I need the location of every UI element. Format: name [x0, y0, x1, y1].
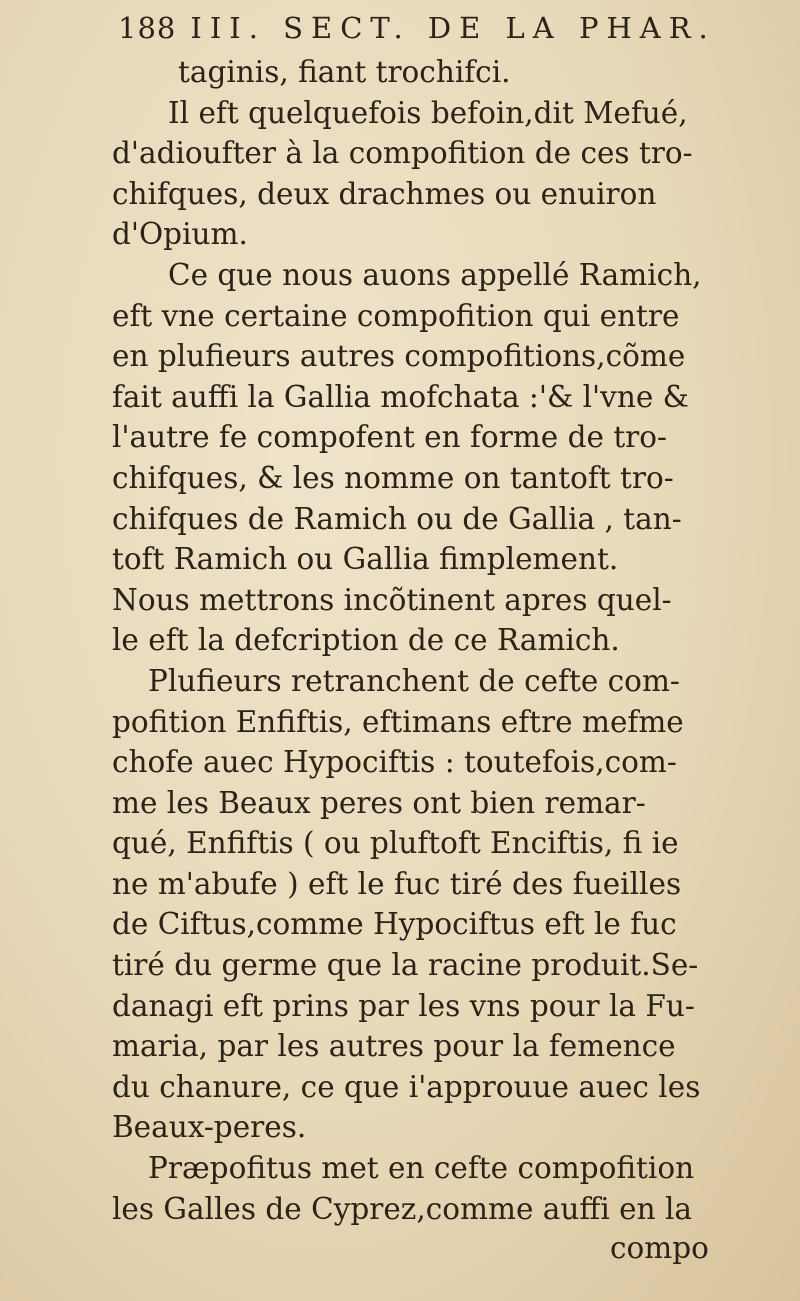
text-line: de Ciftus,comme Hypociftus eft le fuc — [112, 907, 677, 942]
text-line: Beaux-peres. — [112, 1110, 307, 1145]
text-line: Il eft quelquefois befoin,dit Mefué, — [168, 95, 688, 130]
text-line: Præpofitus met en cefte compofition — [148, 1151, 695, 1186]
text-line: maria, par les autres pour la femence — [112, 1029, 676, 1064]
page-number: 188 — [118, 11, 177, 45]
text-line: fait auffi la Gallia mofchata :'& l'vne & — [112, 379, 689, 414]
text-line: l'autre fe compofent en forme de tro- — [112, 420, 668, 455]
text-line: tiré du germe que la racine produit.Se- — [112, 948, 699, 983]
text-line: du chanure, ce que i'approuue auec les — [112, 1069, 701, 1104]
body-text — [112, 52, 792, 1229]
text-line: Plufieurs retranchent de cefte com- — [148, 663, 680, 698]
text-line: ne m'abufe ) eft le fuc tiré des fueilles — [112, 866, 682, 901]
text-line: chifques, & les nomme on tantoft tro- — [112, 460, 674, 495]
text-line: danagi eft prins par les vns pour la Fu- — [112, 988, 695, 1023]
text-line: chifques de Ramich ou de Gallia , tan- — [112, 501, 682, 536]
text-line: eft vne certaine compofition qui entre — [112, 298, 680, 333]
text-line: chifques, deux drachmes ou enuiron — [112, 176, 657, 211]
text-line: d'adioufter à la compofition de ces tro- — [112, 136, 693, 171]
text-line: Nous mettrons incõtinent apres quel- — [112, 582, 672, 617]
text-line: toft Ramich ou Gallia fimplement. — [112, 542, 619, 577]
text-line: Ce que nous auons appellé Ramich, — [168, 257, 702, 292]
text-line: pofition Enfiftis, eftimans eftre mefme — [112, 704, 684, 739]
text-line: le eft la defcription de ce Ramich. — [112, 623, 620, 658]
text-line: taginis, fiant trochifci. — [178, 55, 511, 89]
text-line: me les Beaux peres ont bien remar- — [112, 785, 646, 820]
text-line: qué, Enfiftis ( ou pluftoft Enciftis, fi ie — [112, 826, 679, 861]
text-line: chofe auec Hypociftis : toutefois,com- — [112, 745, 677, 780]
text-line: en plufieurs autres compofitions,cõme — [112, 339, 686, 374]
text-line: d'Opium. — [112, 217, 248, 252]
catchword: compo — [610, 1231, 709, 1265]
section-title: III. SECT. DE LA PHAR. — [190, 11, 716, 45]
text-line: les Galles de Cyprez,comme auffi en la — [112, 1191, 693, 1226]
running-head — [118, 8, 788, 48]
